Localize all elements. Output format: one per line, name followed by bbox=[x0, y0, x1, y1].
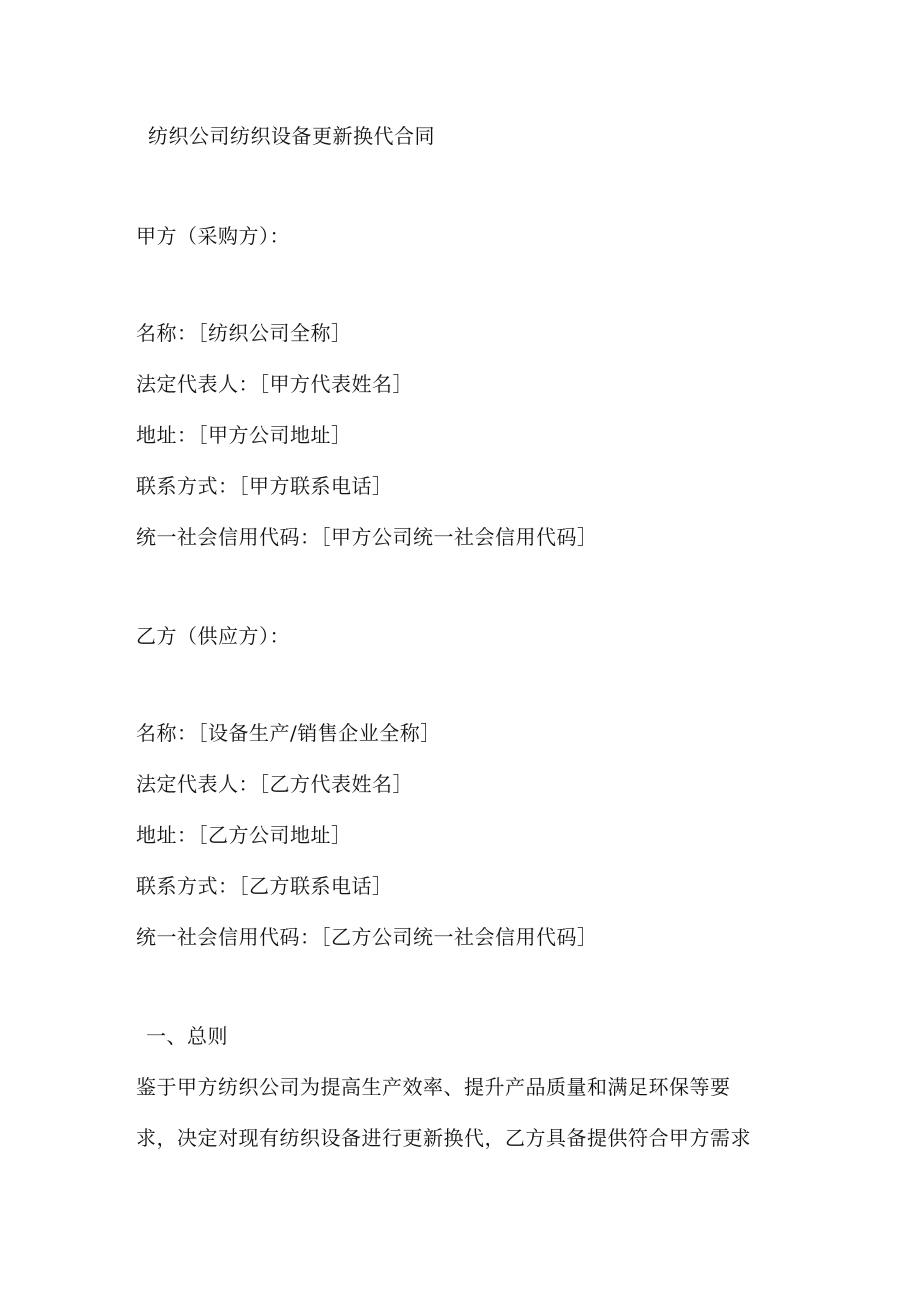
party-a-name: 名称：［纺织公司全称］ bbox=[136, 321, 352, 345]
section-1-heading: 一、总则 bbox=[146, 1024, 228, 1048]
party-b-credit-code: 统一社会信用代码：［乙方公司统一社会信用代码］ bbox=[136, 925, 598, 949]
party-a-credit-code: 统一社会信用代码：［甲方公司统一社会信用代码］ bbox=[136, 525, 598, 549]
party-b-representative: 法定代表人：［乙方代表姓名］ bbox=[136, 772, 413, 796]
party-b-address: 地址：［乙方公司地址］ bbox=[136, 823, 352, 847]
party-b-heading: 乙方（供应方）： bbox=[136, 624, 290, 648]
section-1-paragraph-line: 求，决定对现有纺织设备进行更新换代，乙方具备提供符合甲方需求 bbox=[136, 1126, 751, 1150]
party-b-name: 名称：［设备生产/销售企业全称］ bbox=[136, 721, 441, 745]
document-title: 纺织公司纺织设备更新换代合同 bbox=[148, 124, 435, 148]
party-a-address: 地址：［甲方公司地址］ bbox=[136, 423, 352, 447]
party-a-representative: 法定代表人：［甲方代表姓名］ bbox=[136, 372, 413, 396]
party-a-heading: 甲方（采购方）： bbox=[136, 224, 290, 248]
section-1-paragraph-line: 鉴于甲方纺织公司为提高生产效率、提升产品质量和满足环保等要 bbox=[136, 1075, 731, 1099]
party-b-contact: 联系方式：［乙方联系电话］ bbox=[136, 874, 393, 898]
party-a-contact: 联系方式：［甲方联系电话］ bbox=[136, 474, 393, 498]
